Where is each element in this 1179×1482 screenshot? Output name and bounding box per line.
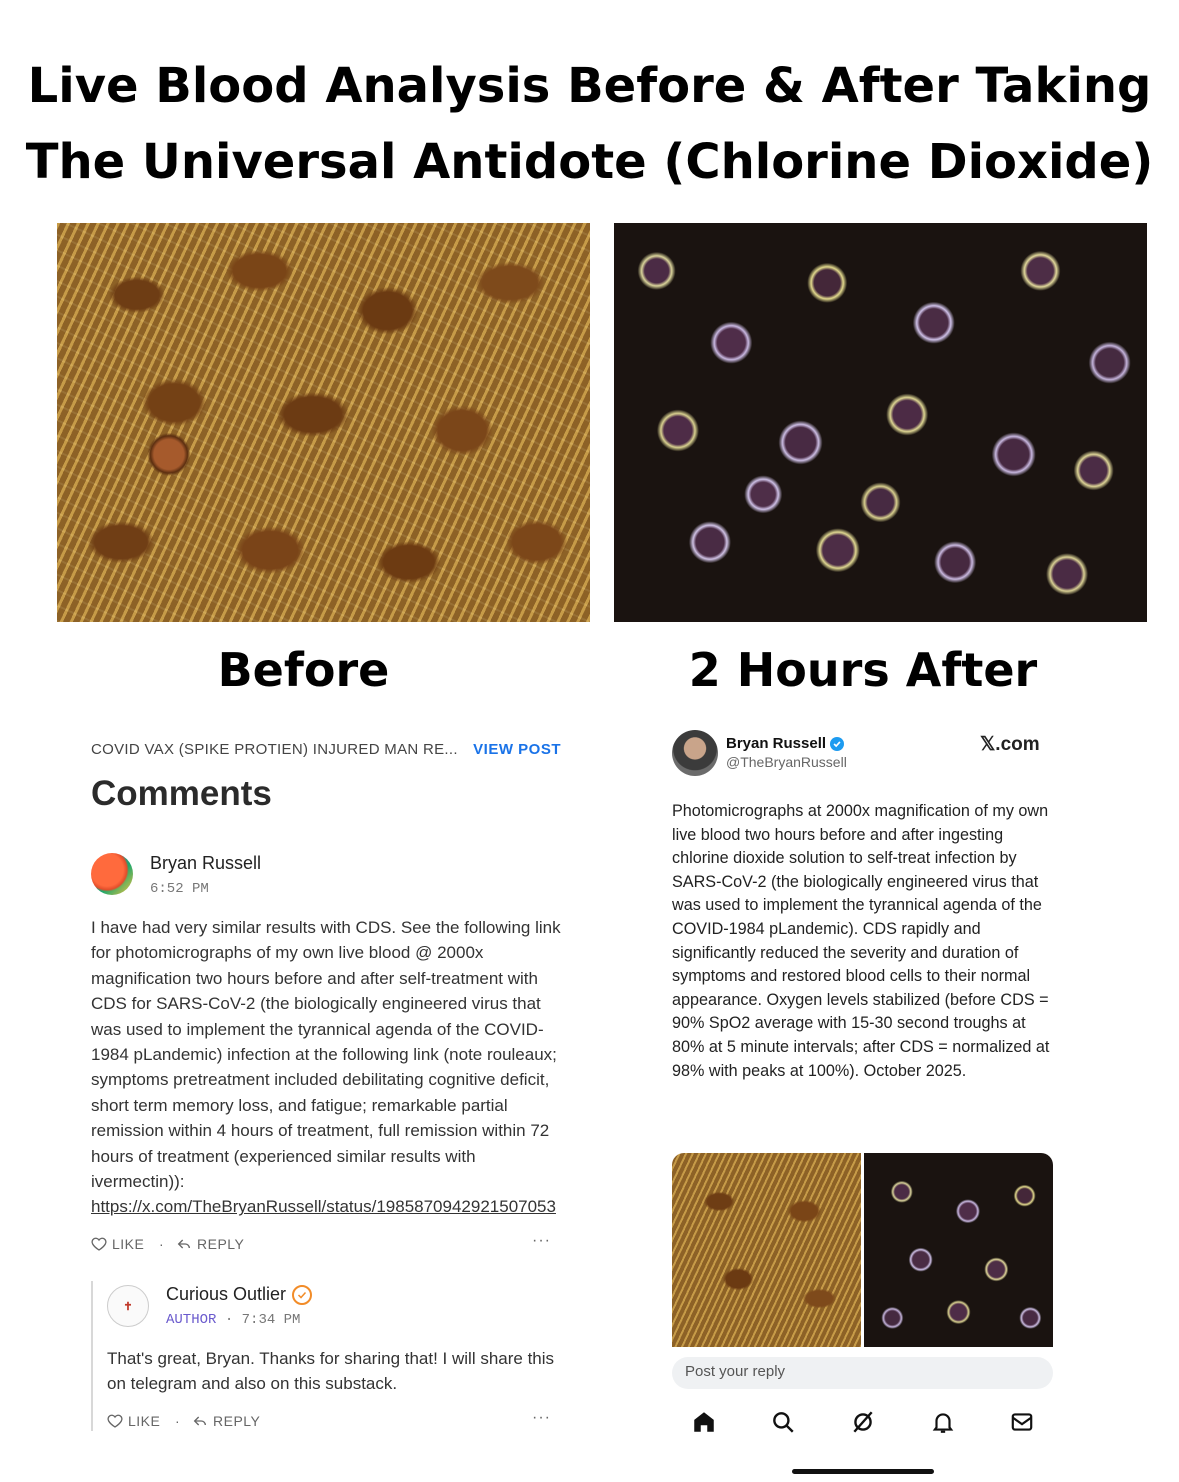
home-icon[interactable] xyxy=(689,1407,719,1437)
meta-separator: · xyxy=(224,1312,242,1328)
messages-icon[interactable] xyxy=(1007,1407,1037,1437)
reply-arrow-icon xyxy=(176,1236,192,1252)
avatar[interactable] xyxy=(91,853,133,895)
reply-avatar[interactable] xyxy=(107,1285,149,1327)
reply-button[interactable] xyxy=(176,1236,244,1252)
thread-line xyxy=(91,1281,93,1431)
heart-icon xyxy=(91,1236,107,1252)
reply-author-name: Curious Outlier xyxy=(166,1284,287,1304)
separator-dot: · xyxy=(159,1236,165,1252)
author-tag: AUTHOR xyxy=(166,1312,217,1328)
more-options-button[interactable]: ··· xyxy=(532,1409,551,1426)
comment-text: I have had very similar results with CDS. See the following link for photomicrographs of my own live blood @ 2000x magnification two hours before and after self-treatment with CDS for SARS-CoV-2 (the biologically engineered virus that was used to implement the tyrannical agenda of the COVID-1984 pLandemic) infection at the following link (note rouleaux; symptoms pretreatment included debilitating cognitive deficit, short term memory loss, and fatigue; remarkable partial remission within 4 hours of treatment, full remission within 72 hours of treatment (experienced similar results with ivermectin)): xyxy=(91,918,561,1192)
reply-arrow-icon xyxy=(192,1413,208,1429)
after-blood-photo xyxy=(614,223,1147,622)
home-indicator[interactable] xyxy=(792,1469,934,1474)
notifications-icon[interactable] xyxy=(928,1407,958,1437)
headline-line-2: The Universal Antidote (Chlorine Dioxide) xyxy=(25,134,1154,190)
like-label: LIKE xyxy=(112,1236,145,1252)
view-post-link[interactable]: VIEW POST xyxy=(473,741,561,758)
reply-actions xyxy=(107,1409,561,1433)
logo-icon: ✝ xyxy=(123,1300,133,1313)
comment-link[interactable]: https://x.com/TheBryanRussell/status/1985870942921507053 xyxy=(91,1197,556,1217)
reply-author[interactable] xyxy=(166,1284,312,1305)
more-options-button[interactable]: ··· xyxy=(532,1232,551,1249)
reply-input[interactable]: Post your reply xyxy=(672,1357,1053,1389)
reply-label: REPLY xyxy=(197,1236,245,1252)
reply-meta xyxy=(166,1312,300,1328)
reply-label: REPLY xyxy=(213,1413,261,1429)
post-image-before[interactable] xyxy=(672,1153,861,1347)
like-button[interactable] xyxy=(91,1236,144,1252)
comment-actions xyxy=(91,1232,561,1256)
separator-dot: · xyxy=(175,1413,181,1429)
post-bar xyxy=(91,740,563,760)
search-icon[interactable] xyxy=(768,1407,798,1437)
reply-time: 7:34 PM xyxy=(241,1312,301,1328)
like-button[interactable] xyxy=(107,1413,160,1429)
comment-author[interactable]: Bryan Russell xyxy=(150,853,262,873)
heart-icon xyxy=(107,1413,123,1429)
like-label: LIKE xyxy=(128,1413,161,1429)
post-image-after[interactable] xyxy=(864,1153,1053,1347)
verified-badge-icon xyxy=(830,737,844,751)
headline xyxy=(0,48,1179,200)
comment-body xyxy=(91,915,567,1220)
reply-body: That's great, Bryan. Thanks for sharing that! I will share this on telegram and also on this substack. xyxy=(107,1349,555,1393)
post-title[interactable]: COVID VAX (SPIKE PROTIEN) INJURED MAN RE... xyxy=(91,741,458,758)
profile-avatar[interactable] xyxy=(672,730,718,776)
bottom-tab-bar xyxy=(672,1407,1053,1439)
comments-heading: Comments xyxy=(91,774,272,813)
site-label: 𝕏.com xyxy=(980,734,1040,755)
profile-handle[interactable]: @TheBryanRussell xyxy=(726,754,847,770)
grok-icon[interactable] xyxy=(848,1407,878,1437)
headline-line-1: Live Blood Analysis Before & After Taking xyxy=(27,58,1152,114)
before-blood-photo xyxy=(57,223,590,622)
before-caption: Before xyxy=(217,643,390,697)
comment-time: 6:52 PM xyxy=(150,881,209,897)
profile-name-text: Bryan Russell xyxy=(726,735,827,752)
verified-check-icon xyxy=(292,1285,312,1305)
reply-button[interactable] xyxy=(192,1413,260,1429)
post-text: Photomicrographs at 2000x magnification of my own live blood two hours before and after ingesting chlorine dioxide solution to self-treat infection by SARS-CoV-2 (the biologically engineered virus that was used to implement the tyrannical agenda of the COVID-1984 pLandemic). CDS rapidly and significantly reduced the severity and duration of symptoms and restored blood cells to their normal appearance. Oxygen levels stabilized (before CDS = 90% SpO2 average with 15-30 second troughs at 80% at 5 minute intervals; after CDS = normalized at 98% with peaks at 100%). October 2025. xyxy=(672,802,1050,1080)
after-caption: 2 Hours After xyxy=(688,643,1038,697)
profile-name[interactable] xyxy=(726,735,844,752)
